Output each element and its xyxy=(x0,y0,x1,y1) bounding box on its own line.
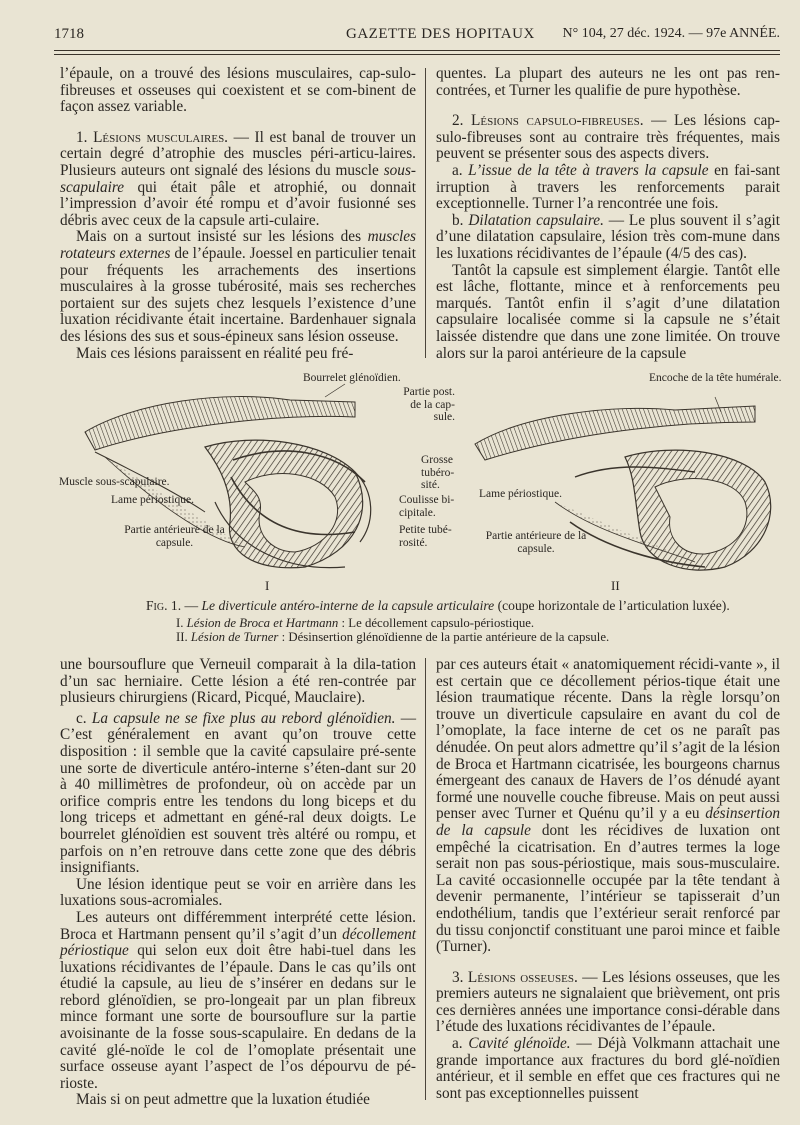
paragraph: a. Cavité glénoïde. — Déjà Volkmann attachait une grande importance aux fractures du bord glé-noïdien antérieur, et il semble en effet que ces fractures qui ne sont pas exceptionnelles puissent xyxy=(436,1035,780,1102)
scapula-section xyxy=(85,397,355,450)
section-heading: 2. Lésions capsulo-fibreuses. xyxy=(452,112,644,130)
section-heading: 1. Lésions musculaires. xyxy=(76,128,229,146)
label-lame-periostique-II: Lame périostique. xyxy=(479,488,563,500)
numeral-I: I xyxy=(265,578,270,593)
paragraph: 1. Lésions musculaires. — Il est banal de trouver un certain degré d’atrophie des muscles péri-articu-laires. Plusieurs auteurs ont signalé des lésions du muscle sous-scapulaire qui était pâle et atrophié, ou donnait l’impression d’avoir été rompu et d’avoir fusionné ses débris avec ceux de la capsule arti-culaire. xyxy=(60,128,417,229)
label-partie-anterieure-II: Partie antérieure de la capsule. xyxy=(485,530,587,555)
paragraph: Mais on a surtout insisté sur les lésions des muscles rotateurs externes de l’épaule. Joessel en particulier tenait pour fréquents les arrachements des insertions musculaires à la grosse tubérosité, mais ses recherches portaient sur des sujets chez lesquels l’existence d’une luxation récidivante était incertaine. Bardenhauer signala des lésions des sus et sous-épineux sans lésion osseuse. xyxy=(60,228,416,345)
paragraph: b. Dilatation capsulaire. — Le plus souvent il s’agit d’une dilatation capsulaire, lésion très com-mune dans les luxations récidivantes de l’épaule (4/5 des cas). xyxy=(436,211,780,262)
journal-title: GAZETTE DES HOPITAUX xyxy=(346,26,535,42)
numeral-II: II xyxy=(611,578,620,593)
paragraph: Une lésion identique peut se voir en arrière dans les luxations sous-acromiales. xyxy=(60,875,416,910)
bottom-right-column xyxy=(436,657,780,1102)
label-grosse-tuberosite: Grosse tubéro-sité. xyxy=(421,454,455,491)
column-divider xyxy=(425,68,426,358)
caption-line-3: II. Lésion de Turner : Désinsertion glénoïdienne de la partie antérieure de la capsule. xyxy=(176,630,610,644)
label-coulisse: Coulisse bi-cipitale. xyxy=(399,494,455,519)
paragraph: a. L’issue de la tête à travers la capsule en fai-sant irruption à travers les renforcements parait exceptionnelle. Turner l’a rencontrée une fois. xyxy=(436,161,780,213)
figure-caption: Fig. 1. — Le diverticule antéro-interne de la capsule articulaire (coupe horizontale de l’articulation luxée). xyxy=(146,598,730,613)
paragraph: 3. Lésions osseuses. — Les lésions osseuses, que les premiers auteurs ne signalaient que brièvement, ont pris ces dernières années une importance consi-dérable dans l’étude des luxations récidivantes de l’épaule. xyxy=(436,968,780,1036)
top-left-column xyxy=(60,66,416,362)
page-number: 1718 xyxy=(54,26,84,42)
label-muscle-sous-scapulaire: Muscle sous-scapulaire. xyxy=(59,476,170,488)
running-header xyxy=(54,26,780,48)
paragraph: Les auteurs ont différemment interprété cette lésion. Broca et Hartmann pensent qu’il s’agit d’un décollement périostique qui selon eux doit être habi-tuel dans les luxations récidivantes de l’épaule. Dans le cas qu’ils ont étudié la capsule, au lieu de s’insérer en dedans sur le rebord glénoïdien, se pro-longeait par un plan fibreux mince formant une sorte de boursouflure sur la partie avoisinante de la fosse sous-scapulaire. En dedans de la cavité glé-noïde le col de l’omoplate présentait une surface osseuse ayant l’aspect de l’os dépourvu de pé-rioste. xyxy=(60,908,416,1092)
label-encoche: Encoche de la tête humérale. xyxy=(649,372,782,384)
paragraph: l’épaule, on a trouvé des lésions musculaires, cap-sulo-fibreuses et osseuses qui coexistent et se com-binent de façon assez variable. xyxy=(60,65,416,116)
label-petite-tuberosite: Petite tubé-rosité. xyxy=(399,524,452,549)
label-lame-periostique: Lame périostique. xyxy=(111,494,195,506)
header-rule xyxy=(54,50,780,51)
caption-line-2: I. Lésion de Broca et Hartmann : Le décollement capsulo-périostique. xyxy=(176,616,535,630)
paragraph: Mais si on peut admettre que la luxation étudiée xyxy=(76,1091,370,1109)
paragraph: quentes. La plupart des auteurs ne les ont pas ren-contrées, et Turner les qualifie de pure hypothèse. xyxy=(436,65,780,99)
label-bourrelet: Bourrelet glénoïdien. xyxy=(303,372,401,384)
paragraph: par ces auteurs était « anatomiquement récidi-vante », il est certain que ce décollement périos-tique était une lésion traumatique récente. Dans la règle lorsqu’on trouve un diverticule capsulaire en avant du col de l’omoplate, la face interne de cet os ne paraît pas dénudée. On peut alors admettre qu’il s’agit de la lésion de Broca et Hartmann cicatrisée, les bourgeons charnus émergeant des canaux de Havers de l’os dénudé ayant formé une nouvelle couche fibreuse. Mais on peut aussi penser avec Turner et Quénu qu’il y a eu désinsertion de la capsule dont les récidives de luxation ont empêché la cicatrisation. En d’autres termes la loge serait non pas sous-périostique, mais sous-musculaire. La cavité occasionnelle occupée par la tête tendant à devenir permanente, l’intérieur se tapisserait d’un endothélium, tandis que l’extérieur serait renforcé par du tissu conjonctif constituant une paroi mince et faible (Turner). xyxy=(436,656,780,956)
paragraph: une boursouflure que Verneuil comparait à la dila-tation d’un sac herniaire. Cette lésion a été ren-contrée par plusieurs chirurgiens (Ricard, Picqué, Mauclaire). xyxy=(60,656,416,707)
issue-info: N° 104, 27 déc. 1924. — 97e ANNÉE. xyxy=(562,26,780,41)
bottom-left-column xyxy=(60,657,416,1109)
header-rule-double xyxy=(54,54,780,55)
section-heading: 3. Lésions osseuses. xyxy=(452,968,578,986)
scapula-section-II xyxy=(475,406,755,460)
paragraph: 2. Lésions capsulo-fibreuses. — Les lésions cap-sulo-fibreuses sont au contraire très fréquentes, mais peuvent se présenter sous des aspects divers. xyxy=(436,112,780,163)
top-right-column xyxy=(436,66,780,362)
paragraph: Tantôt la capsule est simplement élargie. Tantôt elle est lâche, flottante, mince et à renforcements peu marqués. Tantôt enfin il s’agit d’une dilatation capsulaire localisée comme si la capsule ne s’était laissée distendre que dans une zone limitée. On trouve alors sur la paroi antérieure de la capsule xyxy=(436,261,780,362)
paragraph: Mais ces lésions paraissent en réalité peu fré- xyxy=(76,344,354,362)
paragraph: c. La capsule ne se fixe plus au rebord glénoïdien. — C’est généralement en avant qu’on trouve cette disposition : il semble que la cavité capsulaire pré-sente une sorte de diverticule antéro-interne s’éten-dant sur 20 à 40 millimètres de profondeur, où on accède par un orifice compris entre les tendons du long biceps et du long triceps et admettant en géné-ral deux doigts. Le bourrelet glénoïdien est souvent très altéré ou rompu, et parfois on n’en retrouve dans cette zone que des débris insignifiants. xyxy=(60,709,416,877)
label-partie-anterieure: Partie antérieure de la capsule. xyxy=(124,524,225,549)
column-divider-bottom xyxy=(425,658,426,1100)
label-partie-post: Partie post. de la cap-sule. xyxy=(403,386,455,423)
